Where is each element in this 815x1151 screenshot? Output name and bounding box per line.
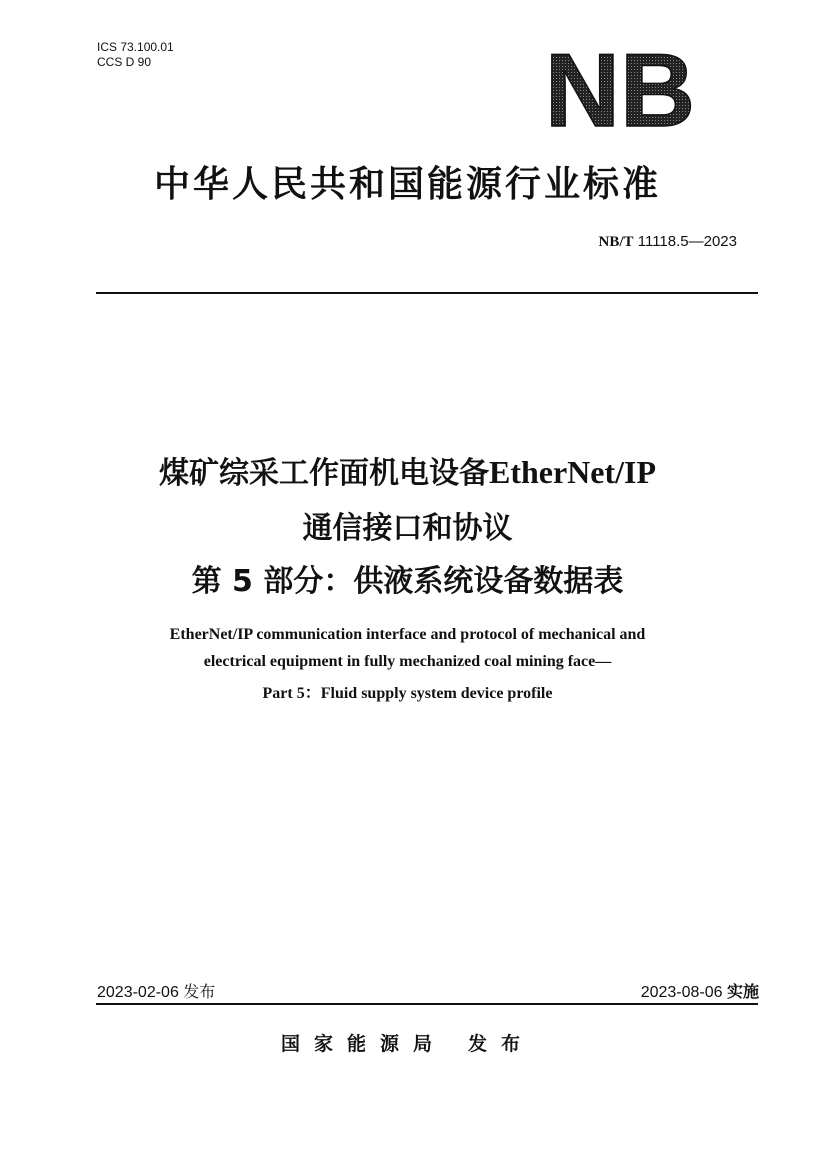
issuing-standard-category: 中华人民共和国能源行业标准 bbox=[153, 164, 661, 205]
issue-date-value: 2023-02-06 bbox=[97, 984, 179, 1001]
title-cn-line1-cjk: 煤矿综采工作面机电设备 bbox=[158, 456, 489, 491]
issue-date-label: 发布 bbox=[183, 984, 216, 1001]
nb-logo bbox=[540, 44, 700, 134]
nb-logo-graphic bbox=[540, 44, 700, 134]
issuer-action: 发布 bbox=[468, 1033, 535, 1055]
implement-date-value: 2023-08-06 bbox=[640, 984, 723, 1001]
title-cn-line2: 通信接口和协议 bbox=[302, 511, 513, 546]
title-en-line3: Part 5：Fluid supply system device profile bbox=[262, 685, 553, 702]
title-cn-line3: 第 5 部分：供液系统设备数据表 bbox=[191, 564, 624, 599]
ccs-code: CCS D 90 bbox=[97, 55, 152, 69]
classification-codes bbox=[97, 40, 174, 70]
issuer-name: 国家能源局 bbox=[280, 1033, 446, 1055]
implement-date bbox=[641, 979, 759, 1002]
title-cn-line1 bbox=[0, 448, 815, 492]
date-row bbox=[97, 979, 759, 1003]
logo-text: NB bbox=[544, 44, 696, 134]
header-divider bbox=[96, 292, 758, 294]
issuer bbox=[0, 1029, 815, 1056]
title-cn-line1-latin: EtherNet/IP bbox=[488, 454, 657, 490]
ics-code: ICS 73.100.01 bbox=[97, 40, 174, 54]
standard-number-prefix: NB/T bbox=[598, 234, 634, 250]
standard-number-value: 11118.5—2023 bbox=[637, 233, 737, 250]
standard-number bbox=[599, 233, 737, 251]
footer-divider bbox=[96, 1003, 758, 1005]
title-en-line1: EtherNet/IP communication interface and protocol of mechanical and bbox=[169, 626, 646, 643]
issue-date bbox=[97, 979, 215, 1002]
implement-date-label: 实施 bbox=[726, 984, 759, 1001]
title-en-line2: electrical equipment in fully mechanized coal mining face— bbox=[203, 653, 612, 670]
